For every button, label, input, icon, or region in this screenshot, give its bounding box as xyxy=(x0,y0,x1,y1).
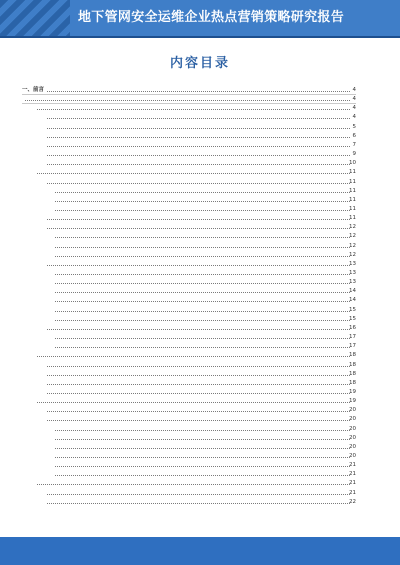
toc-dot-leader xyxy=(52,237,350,238)
toc-entry[interactable] xyxy=(0,361,400,369)
toc-entry-label xyxy=(52,269,54,277)
toc-dot-leader xyxy=(52,320,350,321)
toc-entry[interactable] xyxy=(0,95,400,103)
toc-entry-page: 19 xyxy=(349,398,356,405)
toc-entry-label xyxy=(52,232,54,240)
toc-entry-label xyxy=(34,397,36,405)
toc-dot-leader xyxy=(52,210,350,211)
toc-entry-page: 14 xyxy=(349,297,356,304)
toc-dot-leader xyxy=(52,457,350,458)
toc-entry-label xyxy=(44,489,46,497)
toc-entry-label xyxy=(52,287,54,295)
toc-entry-page: 21 xyxy=(349,489,356,496)
toc-dot-leader xyxy=(44,228,350,229)
toc-entry-page: 12 xyxy=(349,251,356,258)
toc-dot-leader xyxy=(52,256,350,257)
toc-dot-leader xyxy=(52,301,350,302)
toc-entry-label xyxy=(52,461,54,469)
toc-entry[interactable] xyxy=(0,123,400,131)
toc-entry-label xyxy=(44,123,46,131)
toc-dot-leader xyxy=(44,375,350,376)
toc-entry-label xyxy=(44,223,46,231)
toc-entry-page: 9 xyxy=(352,151,356,158)
toc-entry[interactable] xyxy=(0,132,400,140)
toc-dot-leader xyxy=(52,466,350,467)
toc-entry-page: 13 xyxy=(349,270,356,276)
toc-entry-label xyxy=(34,168,36,176)
toc-entry-page: 21 xyxy=(349,462,356,469)
toc-dot-leader xyxy=(22,100,350,101)
toc-dot-leader xyxy=(52,201,350,202)
toc-dot-leader xyxy=(52,430,350,431)
toc-entry[interactable] xyxy=(0,498,400,506)
toc-entry-label xyxy=(52,315,54,323)
toc-dot-leader xyxy=(44,393,350,394)
banner-stripe-decoration xyxy=(0,0,70,36)
toc-dot-leader xyxy=(44,118,350,119)
toc-entry[interactable] xyxy=(0,397,400,405)
toc-dot-leader xyxy=(52,347,350,348)
toc-entry-page: 4 xyxy=(352,114,356,121)
toc-entry-label xyxy=(44,324,46,332)
toc-dot-leader xyxy=(44,366,350,367)
toc-entry[interactable] xyxy=(0,150,400,158)
toc-dot-leader xyxy=(34,356,350,357)
toc-entry[interactable] xyxy=(0,370,400,378)
toc-entry-label xyxy=(44,132,46,140)
toc-entry-label xyxy=(44,406,46,414)
toc-entry-label xyxy=(52,342,54,350)
toc-entry-page: 20 xyxy=(349,425,356,432)
toc-entry-page: 12 xyxy=(349,233,356,240)
toc-entry[interactable] xyxy=(0,351,400,359)
toc-dot-leader xyxy=(44,155,350,156)
toc-entry-label xyxy=(44,370,46,378)
toc-entry-page: 18 xyxy=(349,361,356,368)
toc-entry-label xyxy=(44,361,46,369)
toc-entry[interactable] xyxy=(0,425,400,433)
toc-dot-leader xyxy=(52,475,350,476)
toc-entry-page: 14 xyxy=(349,288,356,295)
toc-dot-leader xyxy=(44,420,350,421)
toc-entry[interactable] xyxy=(0,324,400,332)
toc-entry-label xyxy=(52,242,54,250)
toc-entry[interactable] xyxy=(0,452,400,460)
toc-entry-label xyxy=(52,425,54,433)
toc-entry-page: 20 xyxy=(349,434,356,441)
toc-entry-page: 12 xyxy=(349,242,356,249)
toc-entry-label xyxy=(44,498,46,506)
toc-entry-label xyxy=(52,205,54,213)
toc-entry-page: 4 xyxy=(352,105,356,112)
toc-entry-label xyxy=(52,296,54,304)
toc-entry-page: 10 xyxy=(349,160,356,167)
toc-entry[interactable] xyxy=(0,406,400,414)
toc-dot-leader xyxy=(44,137,350,138)
toc-entry-page: 19 xyxy=(349,388,356,395)
toc-dot-leader xyxy=(52,439,350,440)
toc-entry-label xyxy=(44,260,46,268)
toc-entry-page: 21 xyxy=(349,471,356,478)
toc-entry[interactable] xyxy=(0,178,400,186)
toc-entry-page: 13 xyxy=(349,260,356,267)
toc-entry[interactable] xyxy=(0,470,400,478)
toc-entry-label xyxy=(44,141,46,149)
toc-dot-leader xyxy=(52,448,350,449)
toc-dot-leader xyxy=(44,183,350,184)
toc-entry[interactable] xyxy=(0,223,400,231)
toc-entry-page: 4 xyxy=(352,87,356,93)
toc-entry-label xyxy=(44,113,46,121)
toc-entry-label xyxy=(52,196,54,204)
toc-dot-leader xyxy=(34,173,350,174)
toc-entry-page: 11 xyxy=(349,215,356,222)
toc-entry-label xyxy=(44,388,46,396)
toc-entry-page: 12 xyxy=(349,224,356,231)
toc-entry[interactable] xyxy=(0,461,400,469)
toc-entry-page: 13 xyxy=(349,279,356,286)
toc-entry[interactable] xyxy=(0,489,400,497)
toc-entry-page: 15 xyxy=(349,306,356,313)
toc-entry-label: 一、前言 xyxy=(22,87,45,93)
toc-entry-page: 18 xyxy=(349,370,356,377)
toc-dot-leader xyxy=(52,338,350,339)
toc-entry[interactable] xyxy=(0,415,400,423)
toc-dot-leader xyxy=(34,109,350,110)
toc-entry[interactable] xyxy=(0,443,400,451)
toc-dot-leader xyxy=(34,402,350,403)
toc-entry-page: 16 xyxy=(349,324,356,331)
toc-entry-page: 4 xyxy=(352,96,356,103)
toc-dot-leader xyxy=(34,484,350,485)
toc-entry-page: 6 xyxy=(352,132,356,139)
toc-entry-label xyxy=(44,150,46,158)
toc-entry[interactable] xyxy=(0,214,400,222)
toc-dot-leader xyxy=(52,247,350,248)
toc-entry[interactable] xyxy=(0,260,400,268)
toc-entry[interactable] xyxy=(0,388,400,396)
toc-entry[interactable] xyxy=(0,379,400,387)
toc-entry[interactable] xyxy=(0,196,400,204)
toc-heading: 内容目录 xyxy=(169,56,230,71)
toc-entry-page: 21 xyxy=(349,480,356,487)
toc-entry-page: 18 xyxy=(349,379,356,386)
toc-entry[interactable] xyxy=(0,232,400,240)
toc-dot-leader xyxy=(44,494,350,495)
toc-entry[interactable] xyxy=(0,333,400,341)
toc-dot-leader xyxy=(44,384,350,385)
toc-entry-page: 7 xyxy=(352,141,356,148)
toc-entry[interactable] xyxy=(0,86,400,94)
toc-entry-page: 20 xyxy=(349,416,356,423)
toc-entry-page: 11 xyxy=(349,169,356,176)
toc-entry[interactable] xyxy=(0,296,400,304)
toc-dot-leader xyxy=(52,283,350,284)
toc-entry-label xyxy=(52,443,54,451)
report-title: 地下管网安全运维企业热点营销策略研究报告 xyxy=(78,10,345,25)
toc-dot-leader xyxy=(22,91,350,92)
toc-entry-page: 11 xyxy=(349,196,356,203)
toc-dot-leader xyxy=(44,128,350,129)
footer-banner xyxy=(0,537,400,565)
toc-dot-leader xyxy=(44,503,350,504)
toc-entry[interactable] xyxy=(0,187,400,195)
toc-entry-label xyxy=(52,470,54,478)
toc-dot-leader xyxy=(44,411,350,412)
toc-entry-page: 20 xyxy=(349,407,356,414)
toc-entry-label xyxy=(52,434,54,442)
toc-entry-page: 11 xyxy=(349,178,356,185)
toc-entry[interactable] xyxy=(0,168,400,176)
toc-entry-page: 15 xyxy=(349,315,356,322)
toc-entry[interactable] xyxy=(0,342,400,350)
toc-entry-label xyxy=(34,104,36,112)
toc-entry[interactable] xyxy=(0,141,400,149)
toc-dot-leader xyxy=(52,192,350,193)
toc-entry-page: 17 xyxy=(349,343,356,350)
toc-entry-page: 11 xyxy=(349,205,356,212)
toc-entry-label xyxy=(52,251,54,259)
toc-entry[interactable] xyxy=(0,315,400,323)
toc-entry[interactable] xyxy=(0,159,400,167)
toc-entry[interactable] xyxy=(0,278,400,286)
toc-entry-label xyxy=(52,306,54,314)
toc-entry[interactable] xyxy=(0,242,400,250)
toc-entry[interactable] xyxy=(0,205,400,213)
toc-entry-label xyxy=(44,159,46,167)
toc-entry-label xyxy=(34,479,36,487)
toc-dot-leader xyxy=(44,219,350,220)
toc-dot-leader xyxy=(44,146,350,147)
toc-entry-label xyxy=(44,379,46,387)
toc-entry-label xyxy=(34,351,36,359)
toc-entry[interactable] xyxy=(0,113,400,121)
toc-entry[interactable] xyxy=(0,269,400,277)
toc-entry[interactable] xyxy=(0,287,400,295)
toc-dot-leader xyxy=(52,311,350,312)
toc-entry-page: 11 xyxy=(349,187,356,194)
toc-dot-leader xyxy=(44,265,350,266)
toc-entry[interactable] xyxy=(0,251,400,259)
toc-entry-label xyxy=(22,95,24,103)
toc-entry-label xyxy=(52,452,54,460)
toc-entry-page: 5 xyxy=(352,123,356,130)
header-banner xyxy=(0,0,400,36)
toc-entry-page: 17 xyxy=(349,334,356,341)
toc-dot-leader xyxy=(44,164,350,165)
toc-entry-page: 20 xyxy=(349,453,356,459)
header-divider xyxy=(0,36,400,38)
toc-entry[interactable] xyxy=(0,479,400,487)
toc-entry[interactable] xyxy=(0,306,400,314)
toc-dot-leader xyxy=(52,274,350,275)
toc-dot-leader xyxy=(44,329,350,330)
toc-entry-label xyxy=(52,278,54,286)
toc-entry-page: 18 xyxy=(349,352,356,359)
toc-entry-page: 22 xyxy=(349,498,356,505)
toc-entry-label xyxy=(52,187,54,195)
toc-dot-leader xyxy=(52,292,350,293)
toc-entry[interactable] xyxy=(0,104,400,112)
toc-entry-page: 20 xyxy=(349,443,356,450)
toc-entry-label xyxy=(44,214,46,222)
toc-entry-label xyxy=(44,415,46,423)
toc-entry[interactable] xyxy=(0,434,400,442)
toc-entry-label xyxy=(44,178,46,186)
toc-entry-label xyxy=(52,333,54,341)
